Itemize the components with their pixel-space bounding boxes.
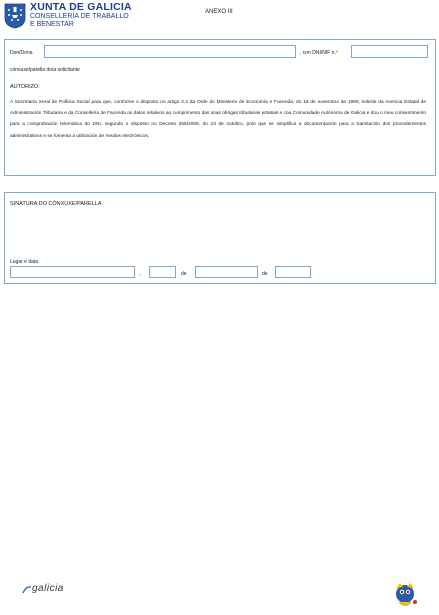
place-input[interactable] <box>10 266 135 278</box>
dni-label: , con DNI/NIF n.º <box>300 50 338 56</box>
don-label: Don/Dona <box>10 50 33 56</box>
dni-input[interactable] <box>351 45 428 58</box>
signature-title: SINATURA DO CÓNXUXE/PARELLA <box>10 201 102 207</box>
department-name <box>30 13 129 29</box>
galicia-logo: galicia <box>32 583 64 594</box>
xunta-shield-icon <box>4 3 26 29</box>
day-input[interactable] <box>149 266 176 278</box>
authorization-text: A Secretaría Xeral de Política Social para que, conforme o disposto no artigo 2.4 da Orde do Ministerio de Economía e Facenda, do 18 de novembro de 1999, solicite da Axencia Estatal de Administración Tributaria e da Consellería de Facenda os datos relativos ao cumprimento das súas obrigas tributarias estatais e coa Comunidade Autónoma de Galicia e dou o meu consentimento para a comprobación telemática do DNI, segundo o disposto no Decreto 255/2008, do 23 de outubro, polo que se simplifica a documentación para a tramitación dos procedementos administrativos e se fomenta a utilización de medios electrónicos. <box>10 100 426 139</box>
galicia-swoosh-icon <box>22 585 32 595</box>
xacobeo-mascot-icon <box>390 580 420 610</box>
department-line-2: E BENESTAR <box>30 21 74 28</box>
don-name-input[interactable] <box>44 45 296 58</box>
authorization-title: AUTORIZO: <box>10 84 40 90</box>
comma-separator: , <box>140 271 142 277</box>
de-label-1: de <box>181 271 187 277</box>
spouse-label: cónxuxe/parella do/a solicitante <box>10 67 80 73</box>
month-input[interactable] <box>195 266 258 278</box>
org-name: XUNTA DE GALICIA <box>30 1 132 13</box>
department-line-1: CONSELLERÍA DE TRABALLO <box>30 13 129 20</box>
place-date-label: Lugar e data <box>10 259 39 265</box>
annex-label: ANEXO III <box>205 9 233 15</box>
year-input[interactable] <box>275 266 311 278</box>
de-label-2: de <box>262 271 268 277</box>
